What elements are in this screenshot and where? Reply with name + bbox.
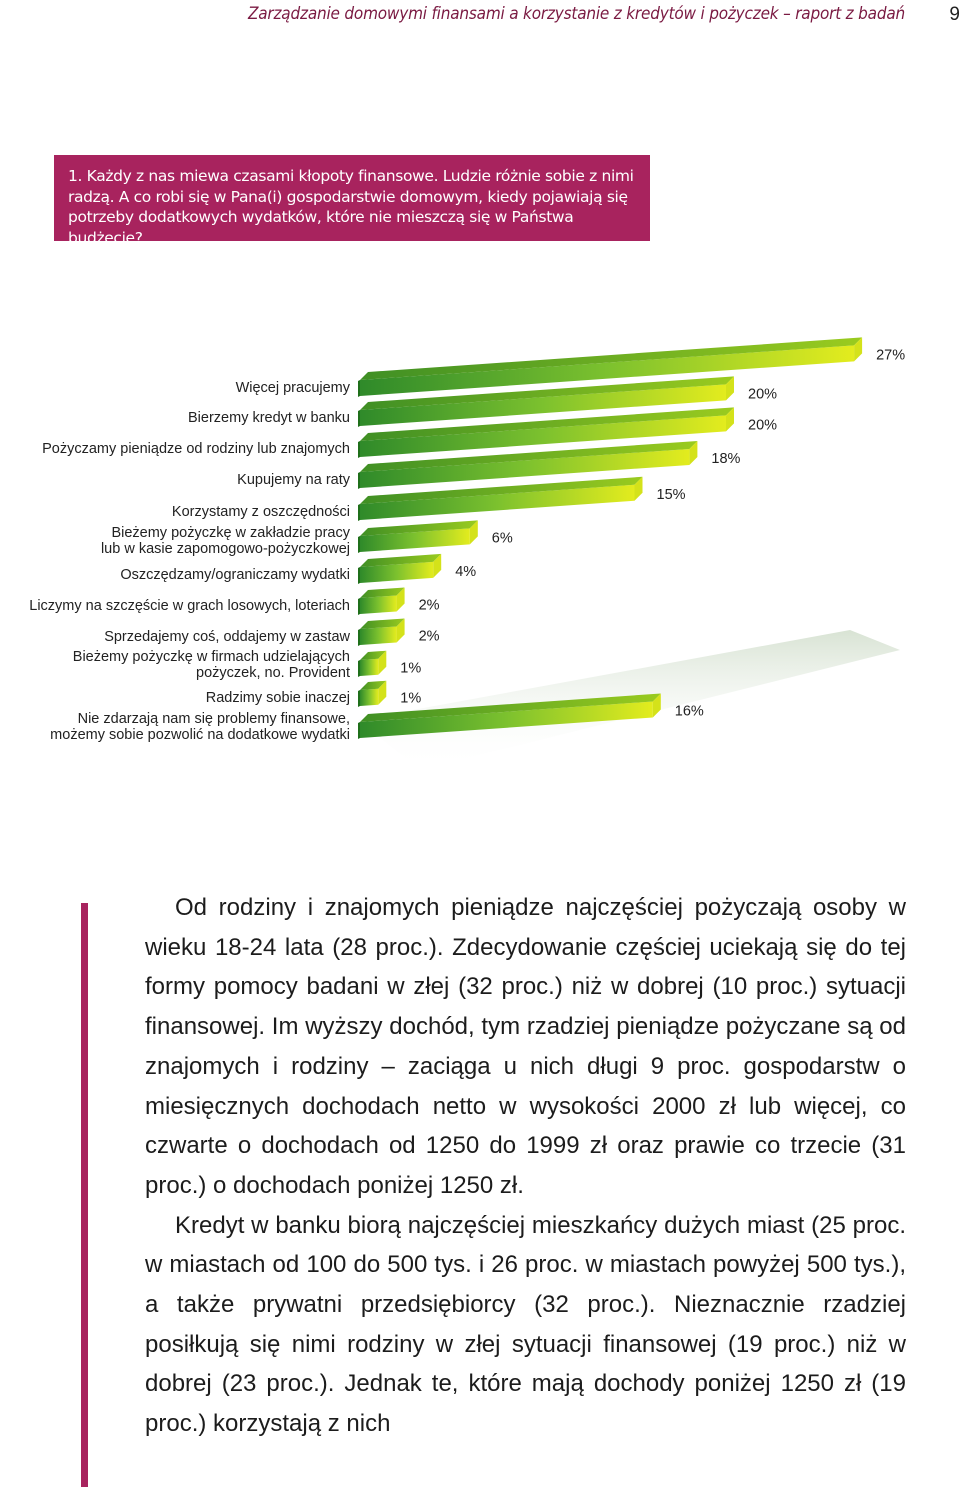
bar-shadow (358, 630, 900, 760)
bar-front (360, 626, 397, 645)
value-label: 20% (748, 386, 778, 403)
value-label: 16% (674, 703, 704, 720)
category-label: Sprzedajemy coś, oddajemy w zastaw (104, 629, 350, 645)
category-label: Pożyczamy pieniądze od rodziny lub znajomych (42, 441, 350, 457)
category-label: lub w kasie zapomogowo-pożyczkowej (100, 541, 350, 557)
quote-accent-bar (81, 903, 88, 1487)
body-paragraph: Od rodziny i znajomych pieniądze najczęściej pożyczają osoby w wieku 18-24 lata (28 proc.). Zdecydowanie częściej uciekają się do tej formy pomocy badani w złej (32 proc.) niż w dobrej (10 proc.) sytuacji finansowej. Im wyższy dochód, tym rzadziej pieniądze pożyczane są od znajomych i rodziny – zaciąga u nich długi 9 proc. gospodarstw o miesięcznych dochodach netto w wysokości 2000 zł lub więcej, co czwarte o dochodach od 1250 do 1999 zł oraz prawie co trzecie (31 proc.) o dochodach poniżej 1250 zł. (145, 894, 906, 1199)
category-label: Nie zdarzają nam się problemy finansowe, (77, 711, 350, 727)
category-label: Więcej pracujemy (235, 380, 350, 396)
bar-left-side (358, 660, 360, 677)
body-text (145, 888, 906, 1444)
bar (358, 681, 386, 707)
value-label: 15% (656, 486, 686, 503)
bar-front (360, 659, 378, 676)
value-label: 1% (400, 690, 422, 707)
page-number: 9 (949, 4, 960, 25)
bar-front (360, 689, 378, 706)
category-label: Bieżemy pożyczkę w firmach udzielających (72, 649, 350, 665)
bar-left-side (358, 690, 360, 707)
bar-left-side (358, 504, 360, 521)
bar (358, 554, 441, 584)
bar-left-side (358, 629, 360, 646)
bar-left-side (358, 536, 360, 553)
value-label: 6% (491, 530, 513, 547)
category-label: Korzystamy z oszczędności (171, 504, 350, 520)
category-label: Radzimy sobie inaczej (205, 690, 350, 706)
bar (358, 520, 478, 553)
category-label: Bierzemy kredyt w banku (188, 410, 350, 426)
running-header-title: Zarządzanie domowymi finansami a korzystanie z kredytów i pożyczek – raport z badań (247, 4, 905, 24)
body-paragraph: Kredyt w banku biorą najczęściej mieszkańcy dużych miast (25 proc. w miastach od 100 do 500 tys. i 26 proc. w miastach powyżej 500 tys.), a także prywatni przedsiębiorcy (32 proc.). Nieznacznie rzadziej posiłkują się nimi rodziny w złej sytuacji finansowej (19 proc.) niż w dobrej (23 proc.). Jednak te, które mają dochody poniżej 1250 zł (19 proc.) korzystają z nich (145, 1211, 906, 1438)
category-label: Oszczędzamy/ograniczamy wydatki (120, 567, 350, 583)
bar-left-side (358, 722, 360, 739)
value-label: 4% (455, 563, 477, 580)
question-box (54, 155, 650, 247)
chart-category-labels (29, 380, 350, 743)
value-label: 27% (876, 347, 906, 364)
category-label: Bieżemy pożyczkę w zakładzie pracy (111, 525, 350, 541)
bar-left-side (358, 441, 360, 458)
bar-left-side (358, 598, 360, 615)
bar-chart (0, 300, 960, 760)
bar (358, 651, 386, 677)
question-text: 1. Każdy z nas miewa czasami kłopoty finansowe. Ludzie różnie sobie z nimi radzą. A co robi się w Pana(i) gospodarstwie domowym, kiedy pojawiają się potrzeby dodatkowych wydatków, które nie mieszczą się w Państwa budżecie? (68, 167, 634, 247)
bar (358, 587, 405, 615)
bar-left-side (358, 472, 360, 489)
value-label: 1% (400, 660, 422, 677)
bar (358, 618, 405, 646)
value-label: 2% (418, 597, 440, 614)
value-label: 18% (711, 450, 741, 467)
category-label: możemy sobie pozwolić na dodatkowe wydatki (50, 727, 350, 743)
bar-front (360, 595, 397, 614)
category-label: pożyczek, no. Provident (196, 665, 350, 681)
bar-left-side (358, 380, 360, 397)
category-label: Kupujemy na raty (237, 472, 350, 488)
category-label: Liczymy na szczęście w grach losowych, loteriach (29, 598, 350, 614)
value-label: 20% (748, 417, 778, 434)
value-label: 2% (418, 628, 440, 645)
bar-left-side (358, 567, 360, 584)
bar-left-side (358, 410, 360, 427)
